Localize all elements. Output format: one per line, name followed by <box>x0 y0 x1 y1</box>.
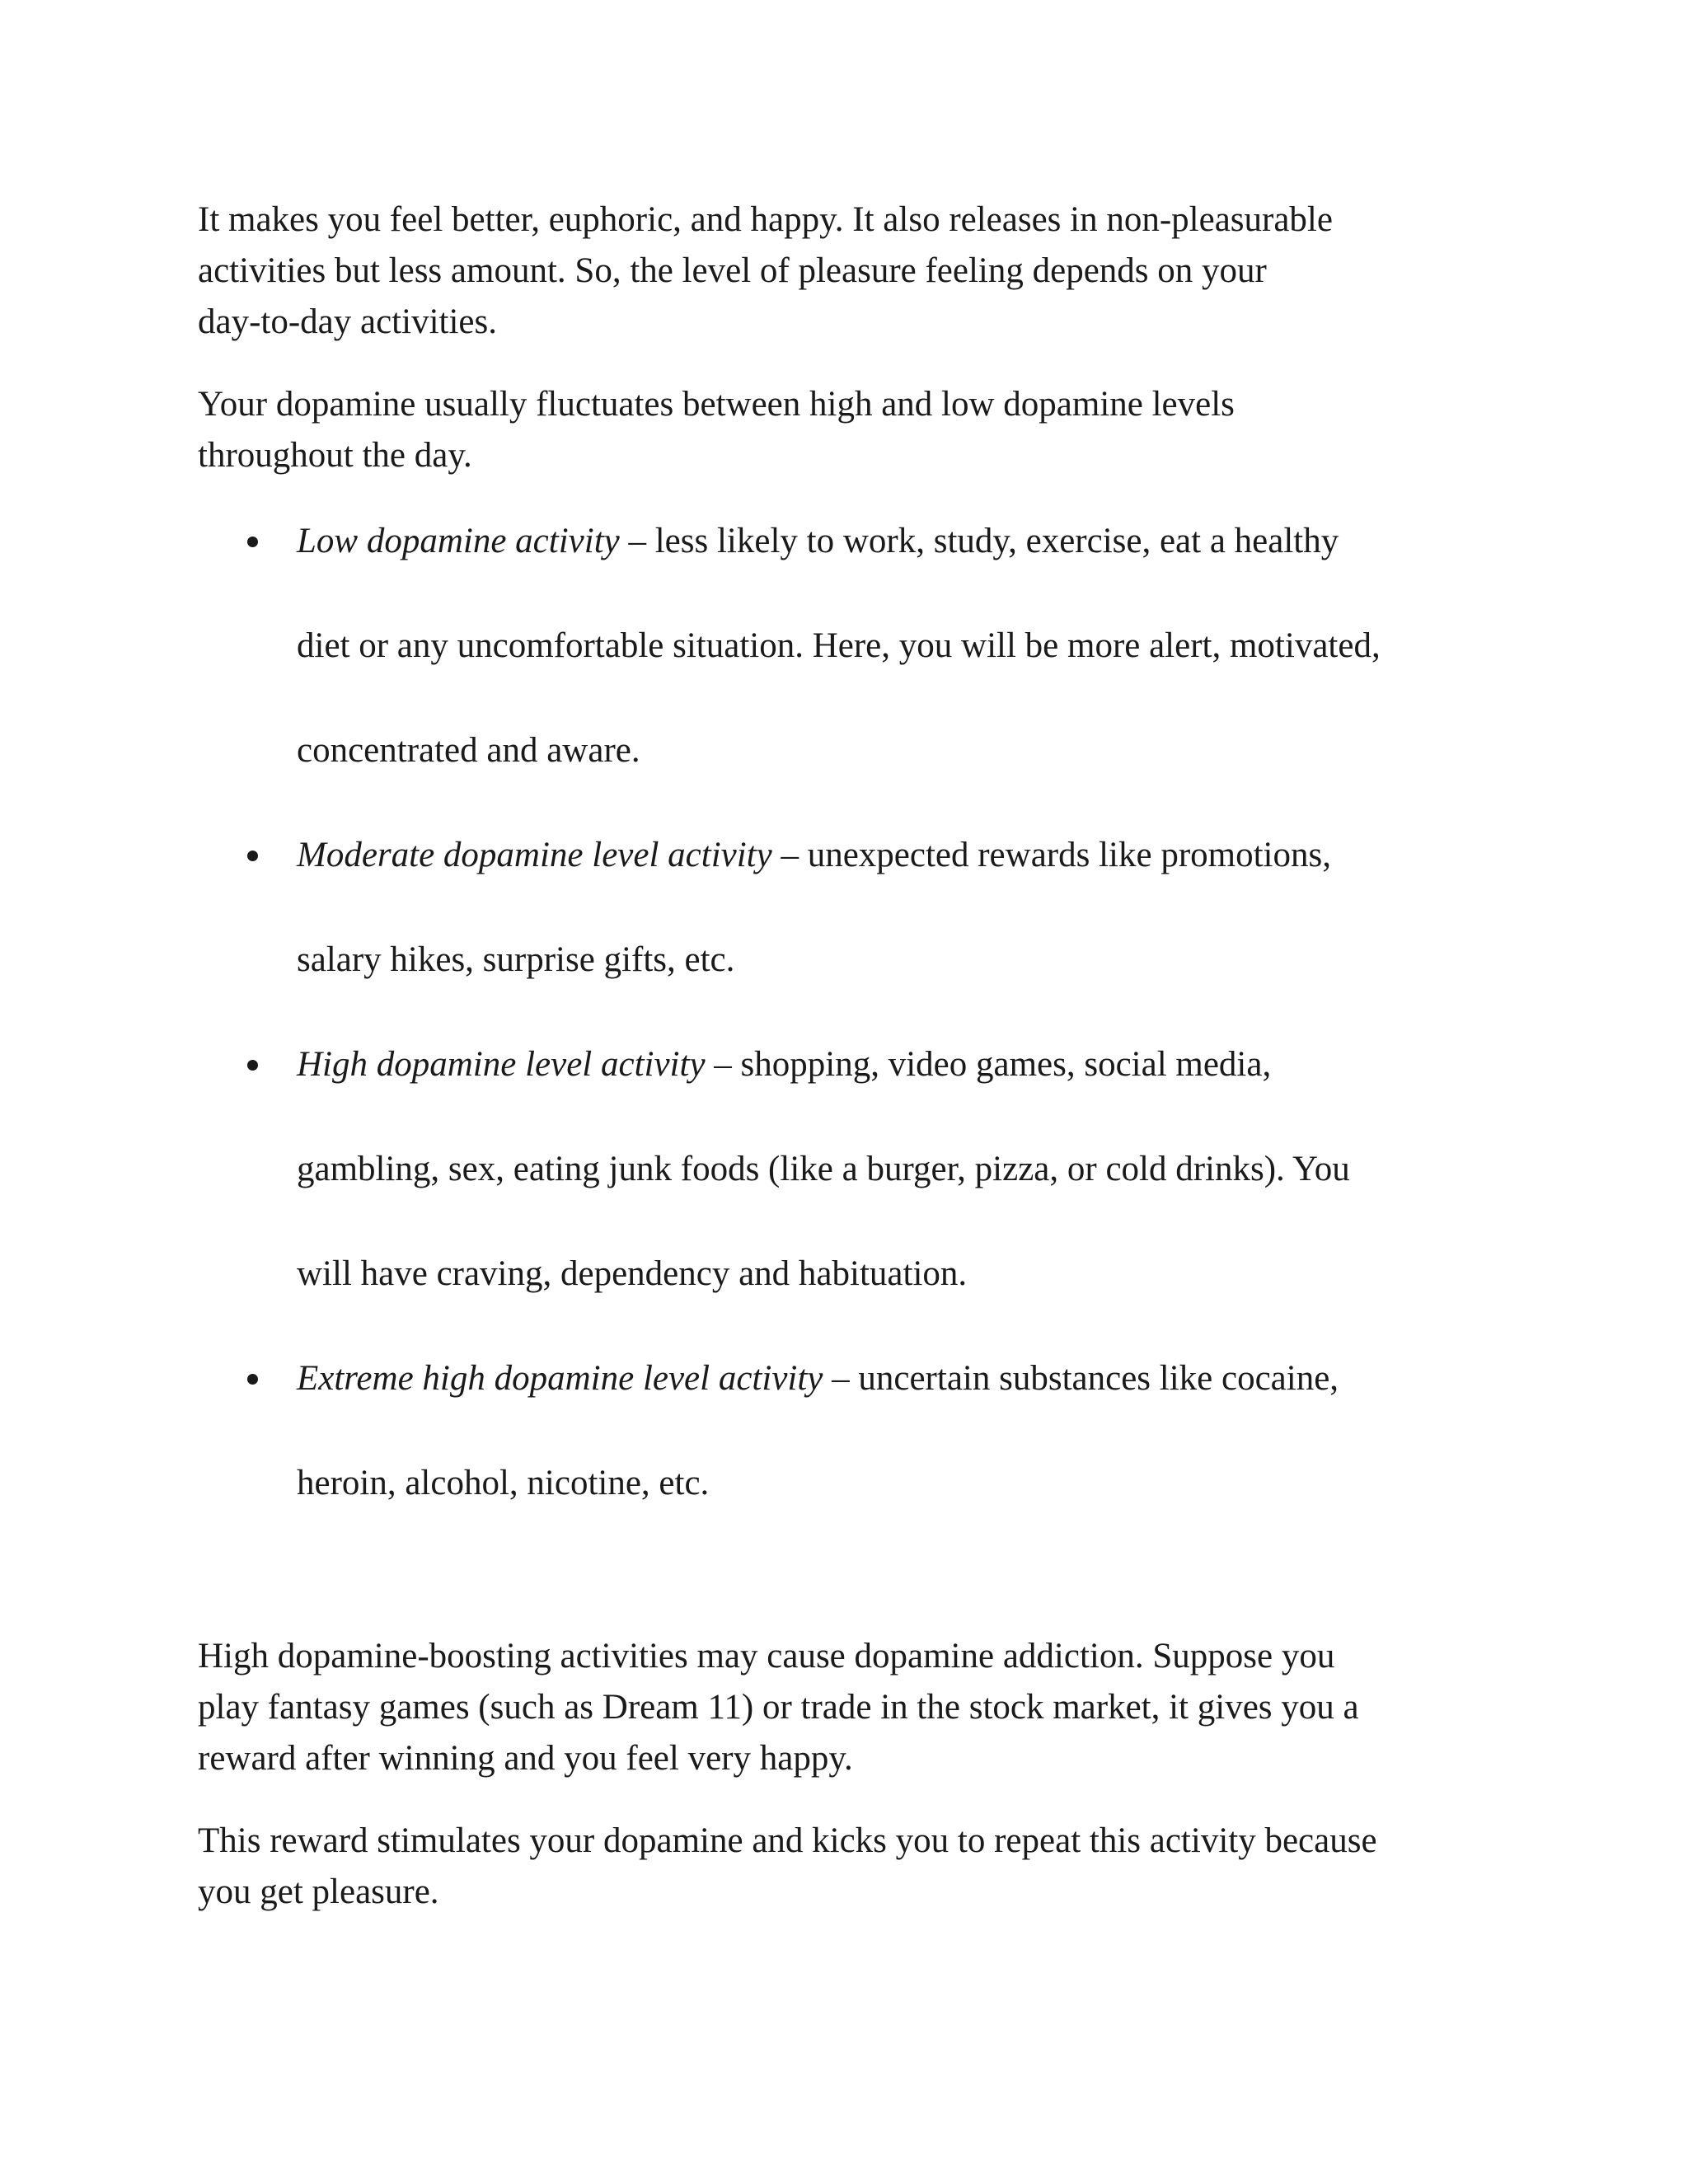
bullet-line: heroin, alcohol, nicotine, etc. <box>297 1464 710 1502</box>
paragraph-line: This reward stimulates your dopamine and kicks you to repeat this activity because <box>198 1821 1377 1860</box>
paragraph-4 <box>198 1816 1500 1918</box>
bullet-text: – less likely to work, study, exercise, eat a healthy <box>619 522 1339 560</box>
bullet-icon <box>247 1060 258 1071</box>
bullet-line: diet or any uncomfortable situation. Here, you will be more alert, motivated, <box>297 626 1381 665</box>
bullet-icon <box>247 1374 258 1385</box>
bullet-text: – shopping, video games, social media, <box>705 1045 1272 1084</box>
bullet-term: High dopamine level activity <box>297 1045 706 1084</box>
paragraph-line: Your dopamine usually fluctuates between high and low dopamine levels <box>198 385 1235 424</box>
bullet-text: – uncertain substances like cocaine, <box>823 1359 1339 1398</box>
paragraph-line: day-to-day activities. <box>198 302 497 341</box>
bullet-icon <box>247 851 258 861</box>
bullet-term: Moderate dopamine level activity <box>297 836 772 874</box>
bullet-line <box>297 830 1331 881</box>
paragraph-line: you get pleasure. <box>198 1872 439 1911</box>
bullet-icon <box>247 537 258 547</box>
bullet-line: concentrated and aware. <box>297 731 640 770</box>
paragraph-line: High dopamine-boosting activities may cause dopamine addiction. Suppose you <box>198 1637 1335 1675</box>
bullet-line <box>297 1353 1339 1404</box>
paragraph-line: It makes you feel better, euphoric, and happy. It also releases in non-pleasurable <box>198 200 1333 239</box>
bullet-line <box>297 1039 1271 1090</box>
paragraph-3 <box>198 1631 1500 1784</box>
paragraph-line: activities but less amount. So, the level of pleasure feeling depends on your <box>198 251 1267 290</box>
paragraph-line: throughout the day. <box>198 436 472 475</box>
paragraph-line: reward after winning and you feel very happy. <box>198 1739 853 1778</box>
paragraph-2 <box>198 379 1500 481</box>
paragraph-1 <box>198 194 1500 348</box>
bullet-line <box>297 516 1339 567</box>
bullet-line: salary hikes, surprise gifts, etc. <box>297 940 735 979</box>
bullet-term: Extreme high dopamine level activity <box>297 1359 823 1398</box>
paragraph-line: play fantasy games (such as Dream 11) or trade in the stock market, it gives you a <box>198 1688 1359 1727</box>
bullet-text: – unexpected rewards like promotions, <box>771 836 1331 874</box>
bullet-line: gambling, sex, eating junk foods (like a burger, pizza, or cold drinks). You <box>297 1150 1350 1188</box>
bullet-line: will have craving, dependency and habituation. <box>297 1254 968 1293</box>
bullet-term: Low dopamine activity <box>297 522 620 560</box>
